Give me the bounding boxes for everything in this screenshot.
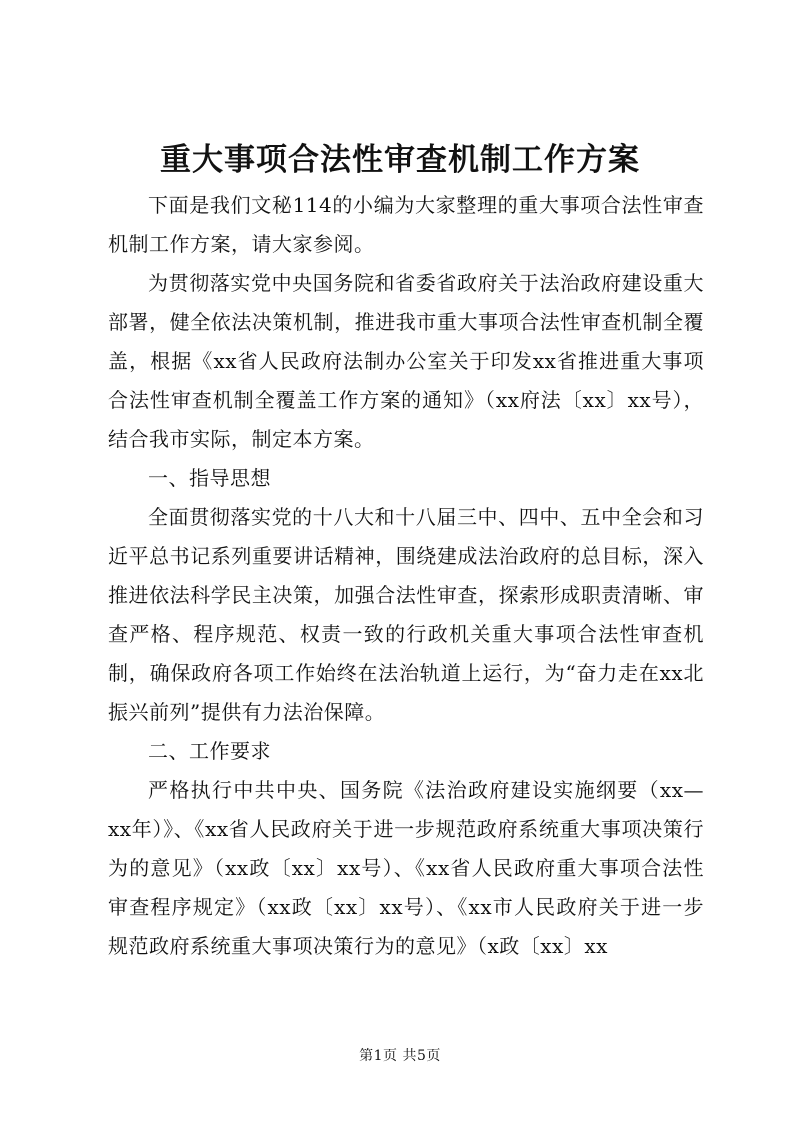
guiding-ideology-paragraph: 全面贯彻落实党的十八大和十八届三中、四中、五中全会和习近平总书记系列重要讲话精神，围绕建成法治政府的总目标，深入推进依法科学民主决策，加强合法性审查，探索形成职责清晰、审查严格、程序规范、权责一致的行政机关重大事项合法性审查机制，确保政府各项工作始终在法治轨道上运行，为“奋力走在xx北振兴前列”提供有力法治保障。 — [108, 505, 704, 724]
page-number-footer: 第1页 共5页 — [359, 1048, 441, 1064]
section-heading-guiding-ideology: 一、指导思想 — [148, 466, 271, 490]
basis-paragraph: 为贯彻落实党中央国务院和省委省政府关于法治政府建设重大部署，健全依法决策机制，推进我市重大事项合法性审查机制全覆盖，根据《xx省人民政府法制办公室关于印发xx省推进重大事项合法性审查机制全覆盖工作方案的通知》（xx府法〔xx〕xx号），结合我市实际，制定本方案。 — [108, 271, 704, 451]
intro-paragraph: 下面是我们文秘114的小编为大家整理的重大事项合法性审查机制工作方案，请大家参阅。 — [108, 193, 704, 256]
work-requirements-paragraph: 严格执行中共中央、国务院《法治政府建设实施纲要（xx—xx年）》、《xx省人民政府关于进一步规范政府系统重大事项决策行为的意见》（xx政〔xx〕xx号）、《xx省人民政府重大事项合法性审查程序规定》（xx政〔xx〕xx号）、《xx市人民政府关于进一步规范政府系统重大事项决策行为的意见》（x政〔xx〕xx — [108, 778, 704, 958]
document-body — [108, 186, 704, 966]
section-heading-work-requirements: 二、工作要求 — [148, 739, 271, 763]
document-title: 重大事项合法性审查机制工作方案 — [160, 142, 640, 178]
